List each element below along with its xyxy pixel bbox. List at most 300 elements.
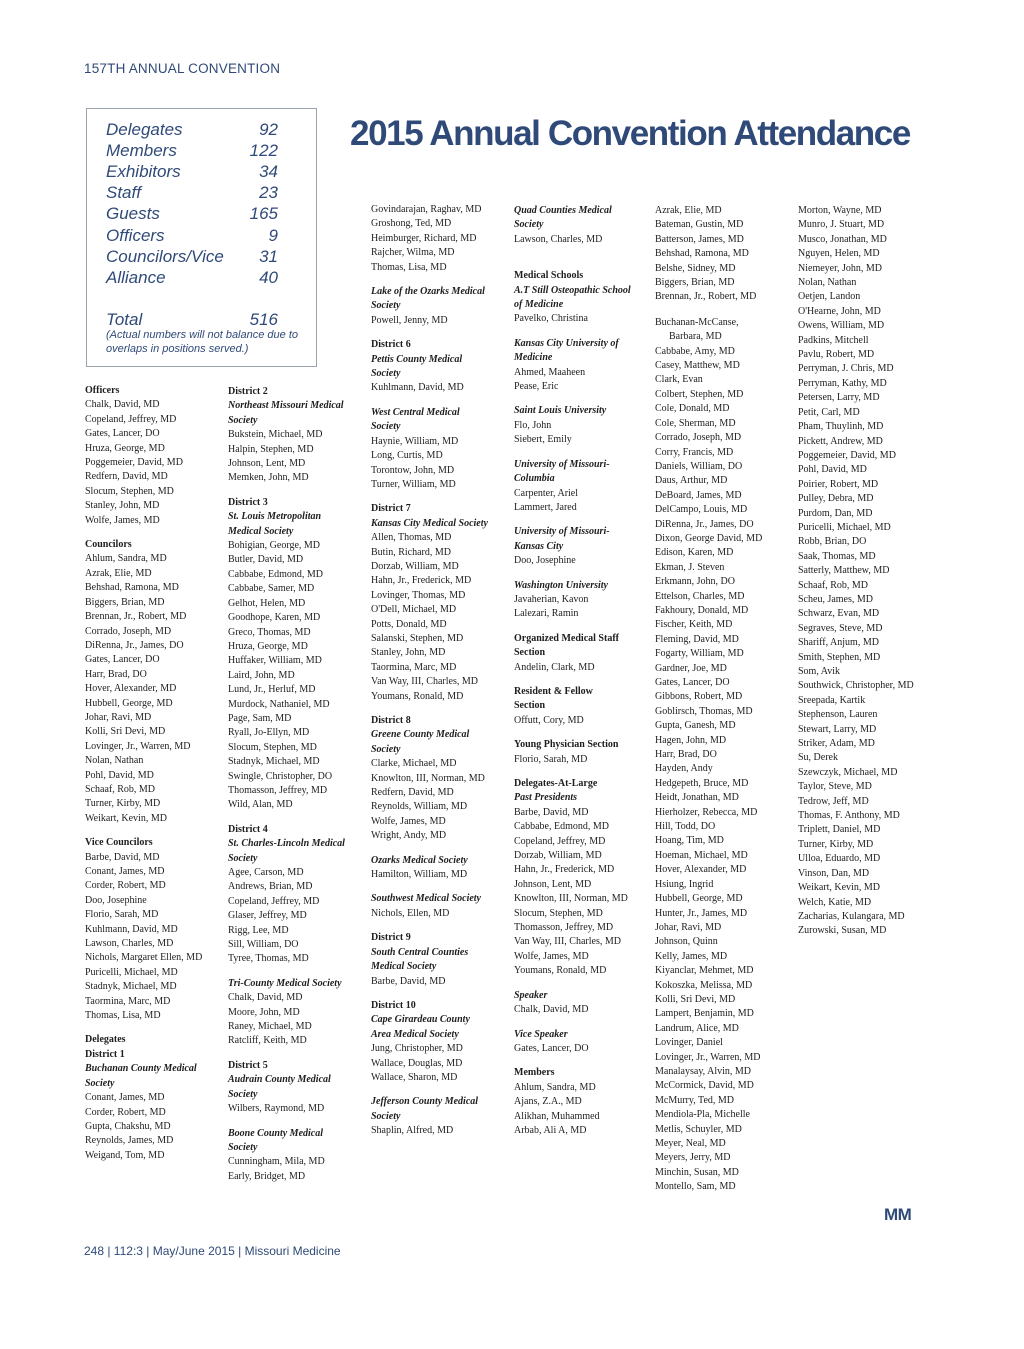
spacer <box>514 258 631 269</box>
stat-label: Guests <box>106 204 160 223</box>
attendee-name: O'Hearne, John, MD <box>798 305 881 317</box>
attendee-name: Offutt, Cory, MD <box>514 714 584 726</box>
attendee-name: Thomas, Lisa, MD <box>371 261 447 273</box>
attendee-name: Lovinger, Jr., Warren, MD <box>655 1051 761 1063</box>
attendee-name: Lampert, Benjamin, MD <box>655 1008 754 1020</box>
attendee-name: Wild, Alan, MD <box>228 799 293 811</box>
society-name: Vice Speaker <box>514 1028 568 1040</box>
attendee-name: Pavelko, Christina <box>514 313 588 325</box>
attendee-name: Potts, Donald, MD <box>371 618 447 630</box>
spacer <box>371 275 488 285</box>
spacer <box>228 813 345 823</box>
attendee-name: Thomasson, Jeffrey, MD <box>514 922 614 934</box>
attendee-name: Saak, Thomas, MD <box>798 550 876 562</box>
attendee-name: Hierholzer, Rebecca, MD <box>655 806 758 818</box>
attendee-name: Stanley, John, MD <box>371 647 446 659</box>
attendee-name: Behshad, Ramona, MD <box>85 582 179 594</box>
attendee-name: Purdom, Dan, MD <box>798 507 873 519</box>
attendee-name: Kolli, Sri Devi, MD <box>655 993 736 1005</box>
attendee-name: Gibbons, Robert, MD <box>655 691 743 703</box>
spacer <box>371 882 488 892</box>
attendee-name: Dorzab, William, MD <box>371 560 459 572</box>
spacer <box>228 1117 345 1127</box>
attendee-name: Chalk, David, MD <box>85 399 160 411</box>
stat-value: 31 <box>259 247 278 266</box>
attendee-name: Harr, Brad, DO <box>85 668 147 680</box>
attendee-name: Schaaf, Rob, MD <box>798 579 868 591</box>
attendee-name: Reynolds, James, MD <box>85 1135 174 1147</box>
attendee-name: Montello, Sam, MD <box>655 1181 736 1193</box>
attendee-name: Dixon, George David, MD <box>655 532 763 544</box>
attendee-name: Taylor, Steve, MD <box>798 781 872 793</box>
spacer <box>371 328 488 338</box>
attendee-column-6 <box>798 204 914 939</box>
attendee-name: Laird, John, MD <box>228 669 295 681</box>
attendee-name: Barbe, David, MD <box>514 806 589 818</box>
society-name: Saint Louis University <box>514 405 607 417</box>
spacer <box>85 1023 202 1033</box>
society-name: Society <box>371 421 401 433</box>
attendee-name: Jung, Christopher, MD <box>371 1043 463 1055</box>
attendee-name: Youmans, Ronald, MD <box>514 965 607 977</box>
attendee-name: Pham, Thuylinh, MD <box>798 421 884 433</box>
society-name: Kansas City University of <box>514 337 619 349</box>
attendee-name: Nolan, Nathan <box>798 277 857 289</box>
attendee-name: Minchin, Susan, MD <box>655 1166 739 1178</box>
attendee-name: Musco, Jonathan, MD <box>798 233 887 245</box>
attendee-name: Corder, Robert, MD <box>85 1106 166 1118</box>
attendee-name: Batterson, James, MD <box>655 233 744 245</box>
stat-label: Delegates <box>106 120 183 139</box>
attendee-name: Stadnyk, Michael, MD <box>228 756 320 768</box>
society-name: Pettis County Medical <box>371 353 463 365</box>
attendee-name: Hedgepeth, Bruce, MD <box>655 777 749 789</box>
attendee-name: Hruza, George, MD <box>228 640 308 652</box>
attendee-name: Pulley, Debra, MD <box>798 493 874 505</box>
attendee-name: Doo, Josephine <box>514 555 576 567</box>
section-heading: District 1 <box>85 1048 125 1060</box>
attendee-name: Arbab, Ali A, MD <box>514 1124 587 1136</box>
spacer <box>85 528 202 538</box>
attendee-name: Tyree, Thomas, MD <box>228 953 309 965</box>
attendee-name: Butin, Richard, MD <box>371 546 451 558</box>
attendee-name: Fischer, Keith, MD <box>655 619 733 631</box>
attendee-name: Chalk, David, MD <box>228 992 303 1004</box>
attendee-name: Knowlton, III, Norman, MD <box>514 893 628 905</box>
attendee-name: Hamilton, William, MD <box>371 869 468 881</box>
attendee-name: Perryman, Kathy, MD <box>798 377 887 389</box>
attendee-column-5 <box>655 204 762 1195</box>
stat-row-total <box>106 309 278 330</box>
attendee-name: Pavlu, Robert, MD <box>798 349 875 361</box>
attendee-name: Hover, Alexander, MD <box>85 683 177 695</box>
attendee-name: Wilbers, Raymond, MD <box>228 1103 325 1115</box>
attendee-name: Turner, Kirby, MD <box>85 798 161 810</box>
attendee-name: Murdock, Nathaniel, MD <box>228 698 330 710</box>
attendee-name: Wolfe, James, MD <box>371 815 446 827</box>
attendee-name: Taormina, Marc, MD <box>371 661 457 673</box>
attendee-name: Memken, John, MD <box>228 472 309 484</box>
attendee-name: DelCampo, Louis, MD <box>655 504 748 516</box>
society-name: Society <box>371 1110 401 1122</box>
attendee-name: Striker, Adam, MD <box>798 738 875 750</box>
society-name: of Medicine <box>514 299 564 311</box>
attendee-name: Hubbell, George, MD <box>85 697 173 709</box>
attendee-name: Carpenter, Ariel <box>514 487 579 499</box>
spacer <box>514 728 631 738</box>
section-heading: Delegates-At-Large <box>514 778 598 789</box>
attendee-name: Poggemeier, David, MD <box>798 449 896 461</box>
attendee-name: Slocum, Stephen, MD <box>228 741 317 753</box>
attendee-name: Casey, Matthew, MD <box>655 360 740 372</box>
attendee-name: Taormina, Marc, MD <box>85 995 171 1007</box>
attendee-name: Gates, Lancer, DO <box>514 1042 589 1054</box>
page-title: 2015 Annual Convention Attendance <box>350 114 910 153</box>
attendee-name: Youmans, Ronald, MD <box>371 690 464 702</box>
attendee-name: Brennan, Jr., Robert, MD <box>85 611 187 623</box>
society-name: Kansas City <box>514 540 564 552</box>
attendee-name: Raney, Michael, MD <box>228 1021 312 1033</box>
attendee-name: Wallace, Douglas, MD <box>371 1057 463 1069</box>
society-name: Society <box>85 1077 115 1089</box>
attendee-name: Lund, Jr., Herluf, MD <box>228 684 316 696</box>
attendee-name: Kuhlmann, David, MD <box>371 382 464 394</box>
total-label: Total <box>106 310 143 329</box>
attendee-name: Pohl, David, MD <box>798 464 867 476</box>
spacer <box>514 394 631 404</box>
society-name: Society <box>228 414 258 426</box>
attendee-name: Lawson, Charles, MD <box>85 938 174 950</box>
attendee-name: Moore, John, MD <box>228 1006 300 1018</box>
attendee-name: Hoang, Tim, MD <box>655 835 724 847</box>
society-name: Society <box>228 1088 258 1100</box>
spacer <box>514 569 631 579</box>
attendee-name: Van Way, III, Charles, MD <box>371 676 478 688</box>
section-heading: Members <box>514 1067 555 1079</box>
attendee-name: Siebert, Emily <box>514 434 572 446</box>
society-name: Buchanan County Medical <box>85 1063 197 1075</box>
attendee-name: Andelin, Clark, MD <box>514 661 595 673</box>
attendee-name: Ahlum, Sandra, MD <box>514 1081 596 1093</box>
attendee-name: DeBoard, James, MD <box>655 489 742 501</box>
spacer <box>228 967 345 977</box>
attendee-name: Sill, William, DO <box>228 939 299 951</box>
society-name: Society <box>371 300 401 312</box>
attendee-name: Harr, Brad, DO <box>655 749 717 761</box>
stat-row-staff <box>106 182 278 203</box>
spacer <box>228 486 345 496</box>
attendee-name: Salanski, Stephen, MD <box>371 632 464 644</box>
attendee-name: Manalaysay, Alvin, MD <box>655 1065 752 1077</box>
stat-label: Alliance <box>106 268 166 287</box>
total-value: 516 <box>249 310 278 329</box>
attendee-name: Segraves, Steve, MD <box>798 622 883 634</box>
attendee-name: Biggers, Brian, MD <box>85 596 165 608</box>
spacer <box>514 448 631 458</box>
attendee-name: Rajcher, Wilma, MD <box>371 247 455 259</box>
attendee-name: Ulloa, Eduardo, MD <box>798 853 881 865</box>
attendee-name: Shaplin, Alfred, MD <box>371 1125 454 1137</box>
attendee-name: Cunningham, Mila, MD <box>228 1156 325 1168</box>
stat-value: 34 <box>259 162 278 181</box>
attendee-name: Wallace, Sharon, MD <box>371 1071 458 1083</box>
attendee-name: Page, Sam, MD <box>228 712 292 724</box>
spacer <box>655 305 762 316</box>
attendee-name: Kolli, Sri Devi, MD <box>85 726 166 738</box>
stat-value: 122 <box>249 141 278 160</box>
attendee-name: Nichols, Ellen, MD <box>371 907 450 919</box>
attendee-name: Chalk, David, MD <box>514 1004 589 1016</box>
attendee-column-3 <box>371 203 488 1139</box>
attendee-name: Florio, Sarah, MD <box>85 909 159 921</box>
attendee-name: Hagen, John, MD <box>655 734 727 746</box>
attendee-name: Barbe, David, MD <box>371 975 446 987</box>
attendee-name: Shariff, Anjum, MD <box>798 637 879 649</box>
attendee-name: Pease, Eric <box>514 381 559 393</box>
section-heading: District 5 <box>228 1059 268 1071</box>
attendee-name: Kiyanclar, Mehmet, MD <box>655 965 754 977</box>
attendee-name: Bukstein, Michael, MD <box>228 429 323 441</box>
spacer <box>514 675 631 685</box>
stat-label: Councilors/Vice <box>106 247 224 266</box>
attendee-name: Kuhlmann, David, MD <box>85 923 178 935</box>
attendee-name: Butler, David, MD <box>228 554 304 566</box>
attendee-name: Stanley, John, MD <box>85 500 160 512</box>
attendee-name: Conant, James, MD <box>85 1092 165 1104</box>
section-heading: Councilors <box>85 539 132 551</box>
attendee-name: Triplett, Daniel, MD <box>798 824 881 836</box>
attendee-name: Niemeyer, John, MD <box>798 262 883 274</box>
stat-row-delegates <box>106 119 278 140</box>
attendee-name: Daniels, William, DO <box>655 460 743 472</box>
society-name: West Central Medical <box>371 406 460 418</box>
attendee-name: Ettelson, Charles, MD <box>655 590 745 602</box>
attendee-name: Cabbabe, Amy, MD <box>655 345 735 357</box>
attendee-name: Buchanan-McCanse, <box>655 316 739 328</box>
attendee-name: Hover, Alexander, MD <box>655 864 747 876</box>
attendee-name: Kelly, James, MD <box>655 950 728 962</box>
attendee-name: Brennan, Jr., Robert, MD <box>655 291 757 303</box>
attendee-name: Johnson, Lent, MD <box>514 878 592 890</box>
attendee-name: Flo, John <box>514 419 552 431</box>
society-name: Washington University <box>514 579 608 591</box>
attendee-name: Schaaf, Rob, MD <box>85 783 155 795</box>
attendee-name: Heidt, Jonathan, MD <box>655 792 739 804</box>
attendee-name: Morton, Wayne, MD <box>798 205 882 216</box>
attendee-name: Mendiola-Pla, Michelle <box>655 1109 750 1121</box>
society-name: Speaker <box>514 989 548 1001</box>
attendee-name: Gupta, Ganesh, MD <box>655 720 736 732</box>
attendee-name: Ryall, Jo-Ellyn, MD <box>228 727 310 739</box>
section-heading: District 10 <box>371 999 416 1011</box>
attendee-name: Hayden, Andy <box>655 763 713 775</box>
attendee-name: Lovinger, Daniel <box>655 1037 723 1049</box>
society-name: Southwest Medical Society <box>371 893 481 905</box>
attendee-name: Van Way, III, Charles, MD <box>514 936 621 948</box>
attendee-name: Puricelli, Michael, MD <box>798 521 891 533</box>
attendee-name: Pohl, David, MD <box>85 769 154 781</box>
attendee-name: Lawson, Charles, MD <box>514 233 603 245</box>
attendee-name: Meyer, Neal, MD <box>655 1138 726 1149</box>
attendee-name: Lalezari, Ramin <box>514 608 579 620</box>
society-name: Greene County Medical <box>371 729 470 741</box>
spacer <box>514 767 631 777</box>
stat-value: 23 <box>259 183 278 202</box>
spacer <box>514 979 631 989</box>
attendee-name: Gelhot, Helen, MD <box>228 597 306 609</box>
society-name: Society <box>371 368 401 380</box>
attendee-name: Doo, Josephine <box>85 894 147 906</box>
attendee-name: Corry, Francis, MD <box>655 446 734 458</box>
attendee-name: Fleming, David, MD <box>655 633 739 645</box>
stat-row-alliance <box>106 267 278 288</box>
stat-row-exhibitors <box>106 161 278 182</box>
attendee-name: Perryman, J. Chris, MD <box>798 363 894 375</box>
attendee-name: Dorzab, William, MD <box>514 850 602 862</box>
society-name: South Central Counties <box>371 946 469 958</box>
attendee-name: Lammert, Jared <box>514 501 577 513</box>
attendee-name: Conant, James, MD <box>85 866 165 877</box>
attendee-name: Copeland, Jeffrey, MD <box>514 835 606 847</box>
society-name: Audrain County Medical <box>228 1074 331 1086</box>
attendee-name: Redfern, David, MD <box>371 787 454 799</box>
spacer <box>371 921 488 931</box>
attendee-name: Stadnyk, Michael, MD <box>85 981 177 993</box>
spacer <box>514 1018 631 1028</box>
attendee-name: Johnson, Quinn <box>655 936 718 948</box>
attendee-name: Gates, Lancer, DO <box>85 654 160 666</box>
stat-label: Members <box>106 141 177 160</box>
spacer <box>371 492 488 502</box>
attendee-name: Ahmed, Maaheen <box>514 366 586 378</box>
attendee-name: Swingle, Christopher, DO <box>228 770 333 782</box>
attendee-name: Hoeman, Michael, MD <box>655 849 748 861</box>
attendee-name: Hubbell, George, MD <box>655 893 743 905</box>
attendee-name: Gates, Lancer, DO <box>655 677 730 688</box>
section-heading: Medical Schools <box>514 270 584 282</box>
attendee-name: Azrak, Elie, MD <box>655 205 722 216</box>
society-name: A.T Still Osteopathic School <box>514 284 631 296</box>
attendee-name: Heimburger, Richard, MD <box>371 232 477 244</box>
stat-label: Officers <box>106 226 165 245</box>
attendee-name: McCormick, David, MD <box>655 1080 754 1092</box>
attendee-name: Tedrow, Jeff, MD <box>798 795 869 807</box>
attendee-name: Weikart, Kevin, MD <box>85 812 167 824</box>
attendee-name: Agee, Carson, MD <box>228 867 304 878</box>
attendee-name: Allen, Thomas, MD <box>371 532 452 544</box>
attendee-name: Biggers, Brian, MD <box>655 277 735 289</box>
attendee-name: Szewczyk, Michael, MD <box>798 766 898 778</box>
attendee-name: Daus, Arthur, MD <box>655 475 728 487</box>
attendee-name: Ajans, Z.A., MD <box>514 1096 582 1108</box>
attendee-name: Groshong, Ted, MD <box>371 218 452 230</box>
attendee-name: Ahlum, Sandra, MD <box>85 553 167 565</box>
stat-row-guests <box>106 203 278 224</box>
society-name: Medical Society <box>228 525 294 537</box>
attendee-name: Redfern, David, MD <box>85 471 168 483</box>
society-name: Northeast Missouri Medical <box>228 400 344 412</box>
attendee-column-1 <box>85 384 202 1163</box>
spacer <box>514 622 631 632</box>
attendee-name: Greco, Thomas, MD <box>228 626 311 638</box>
attendee-name: Zacharias, Kulangara, MD <box>798 910 905 922</box>
section-heading: Vice Councilors <box>85 837 153 849</box>
attendee-name: Gupta, Chakshu, MD <box>85 1120 171 1132</box>
stat-label: Staff <box>106 183 141 202</box>
attendee-name: Belshe, Sidney, MD <box>655 262 736 274</box>
attendee-name: Copeland, Jeffrey, MD <box>85 413 177 425</box>
attendee-name: Cole, Sherman, MD <box>655 417 736 429</box>
stats-footnote: (Actual numbers will not balance due to overlaps in positions served.) <box>106 329 298 355</box>
attendee-name: Robb, Brian, DO <box>798 536 867 548</box>
attendee-name: Florio, Sarah, MD <box>514 753 588 765</box>
attendee-name: Torontow, John, MD <box>371 464 455 476</box>
attendee-name: Johar, Ravi, MD <box>85 711 152 723</box>
attendee-name: Bateman, Gustin, MD <box>655 219 744 231</box>
stat-row-councilors-vice <box>106 246 278 267</box>
attendee-name: Early, Bridget, MD <box>228 1170 306 1182</box>
section-heading: Resident & Fellow <box>514 685 593 697</box>
society-name: St. Charles-Lincoln Medical <box>228 838 345 850</box>
attendee-name: Hunter, Jr., James, MD <box>655 907 748 919</box>
section-heading: Section <box>514 700 546 712</box>
attendee-name: Wright, Andy, MD <box>371 830 447 842</box>
attendee-column-2 <box>228 385 345 1184</box>
section-heading: Delegates <box>85 1034 126 1046</box>
attendee-name: Satterly, Matthew, MD <box>798 565 890 577</box>
attendee-name: Behshad, Ramona, MD <box>655 248 749 260</box>
attendee-name: Landrum, Alice, MD <box>655 1022 739 1034</box>
attendee-name: Poggemeier, David, MD <box>85 457 183 469</box>
attendee-name: Wolfe, James, MD <box>85 514 160 526</box>
society-name: Society <box>371 743 401 755</box>
section-label: 157TH ANNUAL CONVENTION <box>84 61 281 76</box>
attendee-name: Johnson, Lent, MD <box>228 458 306 470</box>
spacer <box>371 1085 488 1095</box>
society-name: University of Missouri- <box>514 526 610 538</box>
attendee-name: Puricelli, Michael, MD <box>85 966 178 978</box>
attendee-name: Clark, Evan <box>655 374 703 386</box>
attendee-name: McMurry, Ted, MD <box>655 1094 735 1106</box>
attendee-name: Cole, Donald, MD <box>655 403 730 415</box>
attendee-name: Poirier, Robert, MD <box>798 478 879 490</box>
attendee-name: Thomasson, Jeffrey, MD <box>228 784 328 796</box>
spacer <box>371 989 488 999</box>
attendee-name: Welch, Katie, MD <box>798 896 872 908</box>
attendee-name: Thomas, Lisa, MD <box>85 1010 161 1022</box>
stat-row-members <box>106 140 278 161</box>
attendee-name: Barbe, David, MD <box>85 851 160 863</box>
attendee-name: Glaser, Jeffrey, MD <box>228 910 307 922</box>
spacer <box>371 396 488 406</box>
society-name: Tri-County Medical Society <box>228 977 342 989</box>
attendee-name: Cabbabe, Samer, MD <box>228 583 315 595</box>
attendee-name: Corrado, Joseph, MD <box>85 625 172 637</box>
attendance-summary-box <box>86 108 317 367</box>
attendee-name: Nichols, Margaret Ellen, MD <box>85 952 203 964</box>
attendee-name: Clarke, Michael, MD <box>371 758 457 770</box>
attendee-name: Ekman, J. Steven <box>655 561 725 573</box>
society-name: St. Louis Metropolitan <box>228 511 322 523</box>
attendee-column-4 <box>514 204 631 1138</box>
attendee-name: Oetjen, Landon <box>798 291 861 303</box>
attendee-name: Su, Derek <box>798 752 838 764</box>
attendee-name: Wolfe, James, MD <box>514 950 589 962</box>
attendee-name: Javaherian, Kavon <box>514 593 589 605</box>
attendee-name: Owens, William, MD <box>798 320 885 332</box>
society-name: Society <box>228 852 258 864</box>
attendee-name: Cabbabe, Edmond, MD <box>514 821 609 833</box>
